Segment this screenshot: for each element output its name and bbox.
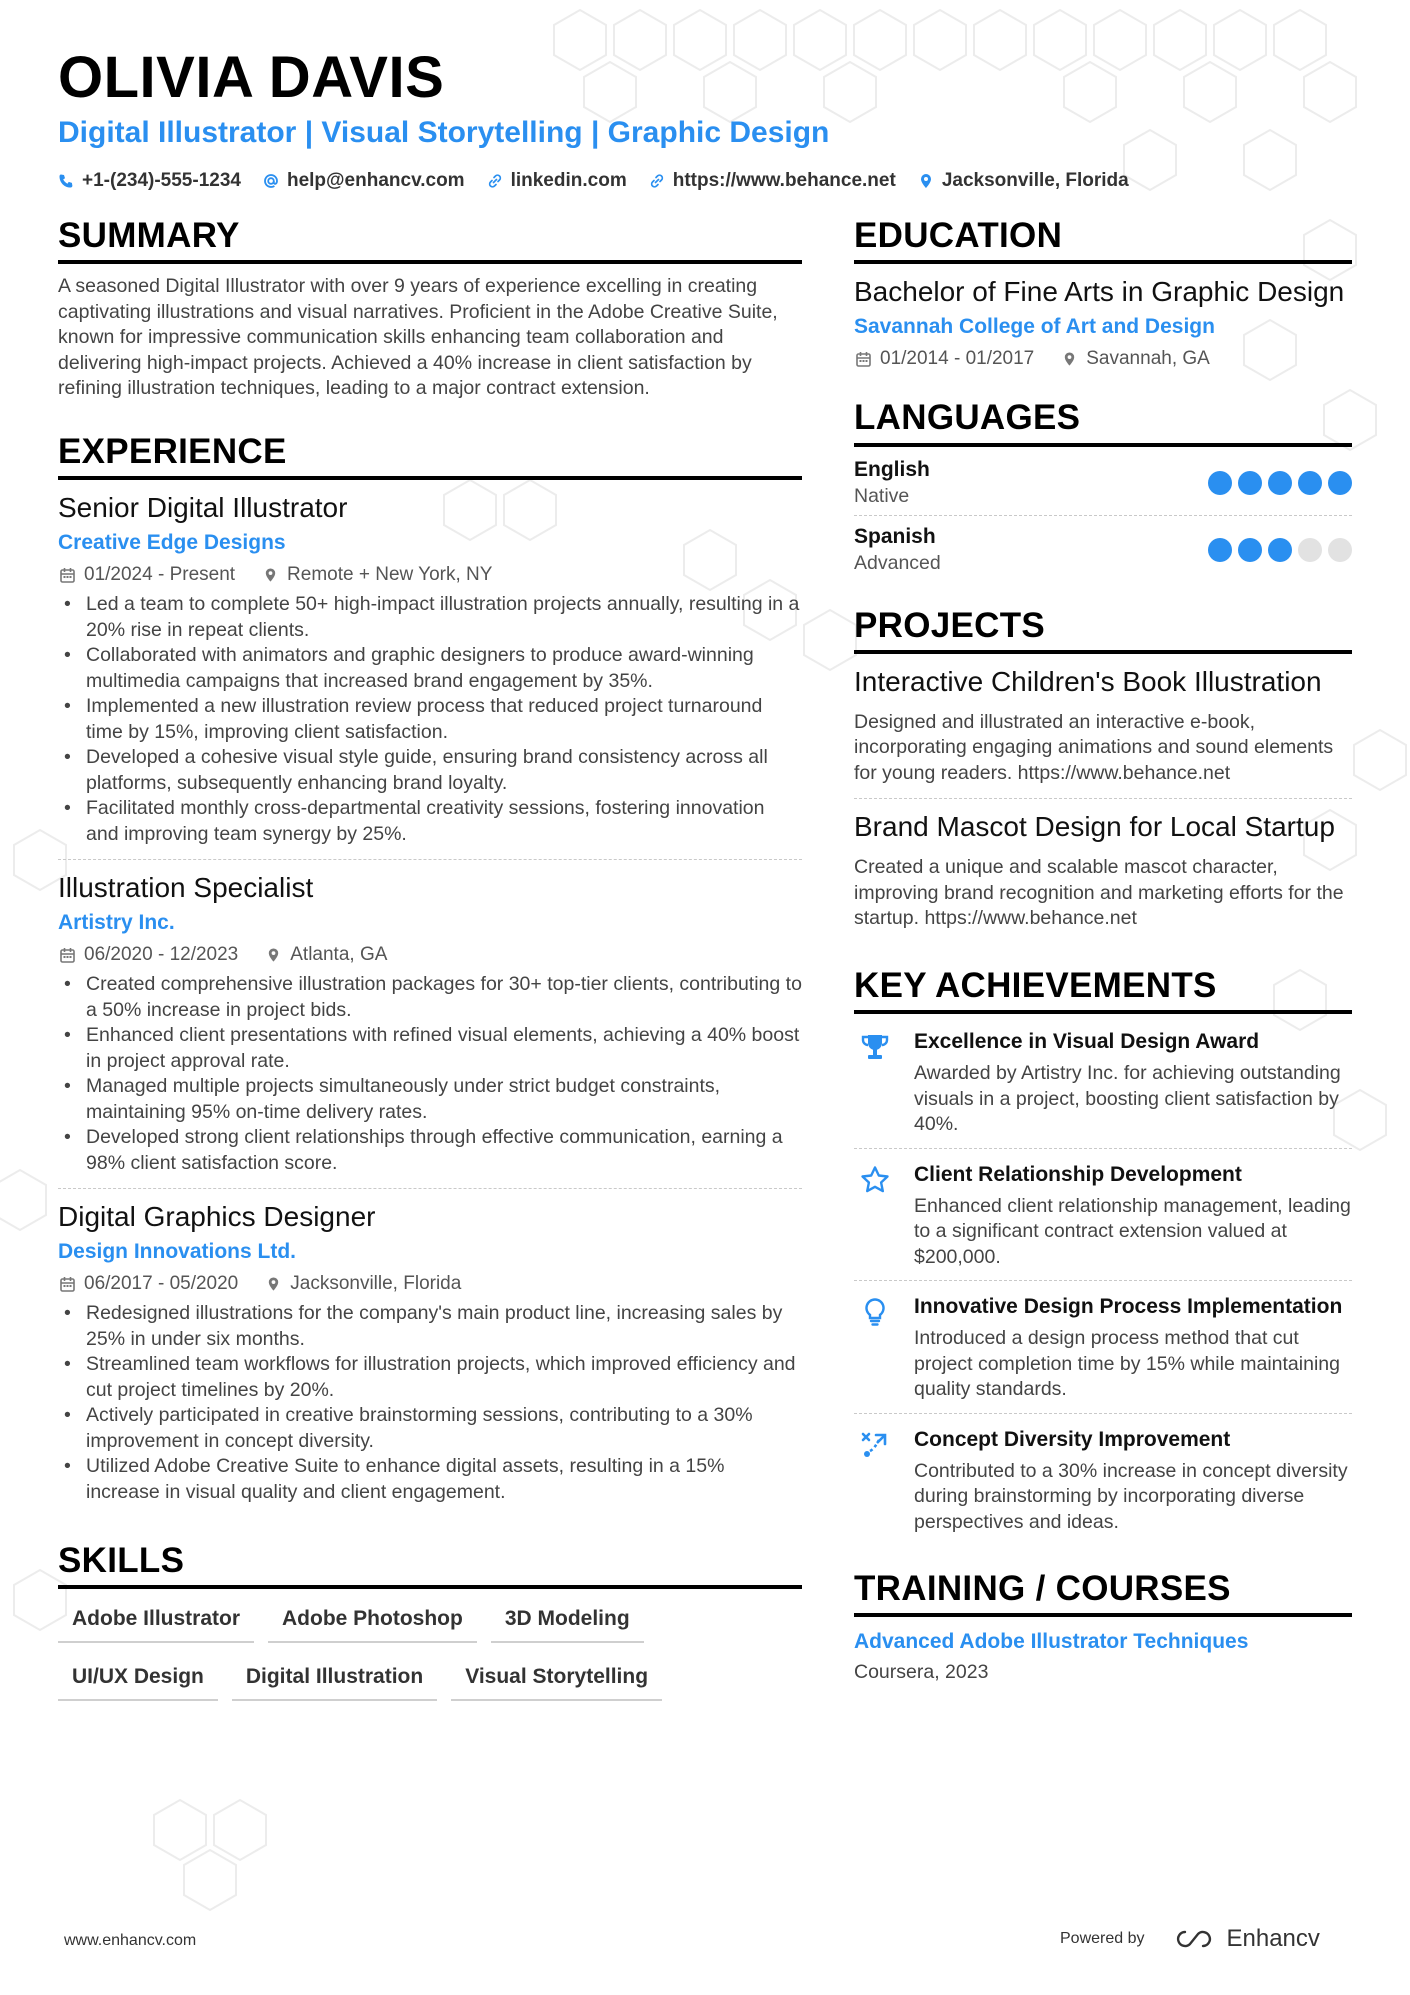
language-rating xyxy=(1208,471,1352,495)
job-meta xyxy=(60,562,802,588)
course-provider: Coursera, 2023 xyxy=(854,1661,989,1684)
job-meta xyxy=(60,1271,802,1297)
bullet-item: • Managed multiple projects simultaneously under strict budget constraints, maintaining 95% on-time delivery rates. xyxy=(58,1074,802,1125)
project-description: Designed and illustrated an interactive e-book, incorporating engaging animations and sound elements for young readers. https://www.behance.net xyxy=(854,710,1334,784)
project-entry xyxy=(854,809,1352,944)
powered-by-label: Powered by xyxy=(1060,1930,1145,1947)
education-location-text: Savannah, GA xyxy=(1086,348,1210,370)
skill-tag: Adobe Illustrator xyxy=(58,1599,254,1643)
job-dates-text: 01/2024 - Present xyxy=(84,564,236,585)
school-name: Savannah College of Art and Design xyxy=(854,315,1215,339)
training-section xyxy=(854,1569,1352,1687)
project-entry xyxy=(854,664,1352,800)
job-dates-text: 06/2020 - 12/2023 xyxy=(84,944,239,965)
experience-section xyxy=(58,432,802,1517)
bullet-item: • Enhanced client presentations with refined visual elements, achieving a 40% boost in project approval rate. xyxy=(58,1023,802,1074)
location-pin-icon xyxy=(918,173,934,189)
education-heading: EDUCATION xyxy=(854,216,1352,264)
rating-dot-filled xyxy=(1298,471,1322,495)
languages-section xyxy=(854,398,1352,581)
job-location-text: Atlanta, GA xyxy=(290,944,388,965)
job-entry xyxy=(58,490,802,860)
language-rating xyxy=(1208,538,1352,562)
job-bullets xyxy=(58,592,802,847)
location-pin-icon xyxy=(266,947,281,963)
job-entry xyxy=(58,870,802,1189)
rating-dot-filled xyxy=(1208,471,1232,495)
achievement-entry xyxy=(854,1289,1352,1414)
location-pin-icon xyxy=(1062,351,1077,367)
calendar-icon xyxy=(60,1276,75,1292)
bullet-item: • Collaborated with animators and graphic designers to produce award-winning multimedia campaigns that increased brand engagement by 35%. xyxy=(58,643,802,694)
course-name: Advanced Adobe Illustrator Techniques xyxy=(854,1630,1249,1654)
contact-phone-text: +1-(234)-555-1234 xyxy=(82,170,241,191)
skills-section xyxy=(58,1541,802,1701)
contact-email-text: help@enhancv.com xyxy=(286,170,465,191)
enhancv-logo-icon xyxy=(1171,1927,1217,1951)
education-dates-text: 01/2014 - 01/2017 xyxy=(880,348,1035,370)
company-name: Creative Edge Designs xyxy=(58,531,286,554)
degree-title: Bachelor of Fine Arts in Graphic Design xyxy=(854,276,1345,308)
languages-heading: LANGUAGES xyxy=(854,398,1352,446)
job-location-text: Remote + New York, NY xyxy=(287,564,493,585)
job-dates xyxy=(60,942,238,968)
calendar-icon xyxy=(856,351,871,367)
bullet-item: • Created comprehensive illustration packages for 30+ top-tier clients, contributing to a 50% increase in project bids. xyxy=(58,972,802,1023)
candidate-name: OLIVIA DAVIS xyxy=(58,45,445,110)
phone-icon xyxy=(58,173,74,189)
calendar-icon xyxy=(60,947,75,963)
language-level: Advanced xyxy=(854,551,941,574)
projects-heading: PROJECTS xyxy=(854,606,1352,654)
footer-branding xyxy=(1060,1925,1320,1953)
enhancv-logo[interactable] xyxy=(1171,1925,1320,1953)
left-column xyxy=(58,216,802,1701)
projects-section xyxy=(854,606,1352,944)
achievement-title: Client Relationship Development xyxy=(914,1162,1242,1186)
language-row xyxy=(854,457,1352,516)
contact-phone[interactable] xyxy=(58,170,241,192)
achievement-description: Awarded by Artistry Inc. for achieving outstanding visuals in a project, boosting client satisfaction by 40%. xyxy=(914,1062,1341,1135)
job-location xyxy=(263,562,492,588)
right-column xyxy=(854,216,1352,1687)
location-pin-icon xyxy=(263,567,278,583)
job-dates xyxy=(60,1271,238,1297)
job-bullets xyxy=(58,1301,802,1505)
rating-dot-filled xyxy=(1238,471,1262,495)
bullet-item: • Actively participated in creative brainstorming sessions, contributing to a 30% improvement in concept diversity. xyxy=(58,1403,802,1454)
link-icon xyxy=(649,173,665,189)
achievement-title: Concept Diversity Improvement xyxy=(914,1427,1231,1451)
job-entry xyxy=(58,1199,802,1517)
headline: Digital Illustrator | Visual Storytelling | Graphic Design xyxy=(58,116,830,149)
summary-text: A seasoned Digital Illustrator with over 9 years of experience excelling in creating captivating illustrations and visual narratives. Proficient in the Adobe Creative Suite, known for impressive communication skills enhancing team collaboration and delivering high-impact projects. Achieved a 40% increase in client satisfaction by refining illustration techniques, leading to a major contract extension. xyxy=(58,275,778,400)
summary-section xyxy=(58,216,802,402)
strategy-icon xyxy=(860,1430,890,1460)
project-title: Brand Mascot Design for Local Startup xyxy=(854,811,1335,843)
rating-dot-empty xyxy=(1328,538,1352,562)
job-dates-text: 06/2017 - 05/2020 xyxy=(84,1273,239,1294)
achievement-entry xyxy=(854,1422,1352,1546)
skill-tag: Adobe Photoshop xyxy=(268,1599,477,1643)
achievements-heading: KEY ACHIEVEMENTS xyxy=(854,966,1352,1014)
rating-dot-filled xyxy=(1238,538,1262,562)
bullet-item: • Redesigned illustrations for the company's main product line, increasing sales by 25% in under six months. xyxy=(58,1301,802,1352)
link-icon xyxy=(487,173,503,189)
skills-heading: SKILLS xyxy=(58,1541,802,1589)
star-icon xyxy=(860,1165,890,1195)
rating-dot-filled xyxy=(1328,471,1352,495)
contact-location-text: Jacksonville, Florida xyxy=(941,170,1129,191)
at-icon xyxy=(263,173,279,189)
job-title: Illustration Specialist xyxy=(58,872,314,903)
education-section xyxy=(854,216,1352,372)
language-row xyxy=(854,524,1352,582)
achievement-entry xyxy=(854,1157,1352,1282)
bullet-item: • Developed a cohesive visual style guide, ensuring brand consistency across all platforms, subsequently enhancing brand loyalty. xyxy=(58,745,802,796)
skill-tag: Digital Illustration xyxy=(232,1657,437,1701)
lightbulb-icon xyxy=(860,1297,890,1327)
job-location xyxy=(266,942,387,968)
contact-behance[interactable] xyxy=(649,170,896,192)
contact-linkedin[interactable] xyxy=(487,170,627,192)
achievement-entry xyxy=(854,1024,1352,1149)
contact-email[interactable] xyxy=(263,170,465,192)
job-location-text: Jacksonville, Florida xyxy=(290,1273,462,1294)
skill-tag: Visual Storytelling xyxy=(451,1657,662,1701)
bullet-item: • Facilitated monthly cross-departmental creativity sessions, fostering innovation and improving team synergy by 25%. xyxy=(58,796,802,847)
contact-linkedin-text: linkedin.com xyxy=(510,170,627,191)
skill-tag: 3D Modeling xyxy=(491,1599,644,1643)
job-title: Senior Digital Illustrator xyxy=(58,492,348,523)
rating-dot-empty xyxy=(1298,538,1322,562)
bullet-item: • Implemented a new illustration review process that reduced project turnaround time by 15%, improving client satisfaction. xyxy=(58,694,802,745)
job-bullets xyxy=(58,972,802,1176)
calendar-icon xyxy=(60,567,75,583)
achievement-description: Enhanced client relationship management, leading to a significant contract extension valued at $200,000. xyxy=(914,1194,1351,1268)
project-description: Created a unique and scalable mascot character, improving brand recognition and marketing efforts for the startup. https://www.behance.net xyxy=(854,856,1344,930)
bullet-item: • Developed strong client relationships through effective communication, earning a 98% client satisfaction score. xyxy=(58,1125,802,1176)
location-pin-icon xyxy=(266,1276,281,1292)
bullet-item: • Utilized Adobe Creative Suite to enhance digital assets, resulting in a 15% increase in visual quality and client engagement. xyxy=(58,1454,802,1505)
contact-location xyxy=(918,170,1129,192)
job-meta xyxy=(60,942,802,968)
job-dates xyxy=(60,562,235,588)
project-title: Interactive Children's Book Illustration xyxy=(854,665,1322,697)
company-name: Artistry Inc. xyxy=(58,911,175,934)
job-location xyxy=(266,1271,461,1297)
language-name: English xyxy=(854,457,930,481)
skill-tag: UI/UX Design xyxy=(58,1657,218,1701)
footer-website[interactable]: www.enhancv.com xyxy=(64,1932,197,1949)
trophy-icon xyxy=(860,1032,890,1062)
bullet-item: • Led a team to complete 50+ high-impact illustration projects annually, resulting in a 20% rise in repeat clients. xyxy=(58,592,802,643)
contact-behance-text: https://www.behance.net xyxy=(672,170,896,191)
enhancv-logo-text: Enhancv xyxy=(1226,1925,1320,1952)
summary-heading: SUMMARY xyxy=(58,216,802,264)
achievements-section xyxy=(854,966,1352,1545)
skills-list xyxy=(58,1599,802,1701)
experience-heading: EXPERIENCE xyxy=(58,432,802,480)
language-level: Native xyxy=(854,484,910,507)
training-heading: TRAINING / COURSES xyxy=(854,1569,1352,1617)
achievement-title: Innovative Design Process Implementation xyxy=(914,1295,1343,1318)
achievement-description: Introduced a design process method that cut project completion time by 15% while maintaining quality standards. xyxy=(914,1327,1340,1400)
company-name: Design Innovations Ltd. xyxy=(58,1240,297,1263)
rating-dot-filled xyxy=(1208,538,1232,562)
education-dates xyxy=(856,346,1034,372)
job-title: Digital Graphics Designer xyxy=(58,1201,376,1232)
bullet-item: • Streamlined team workflows for illustration projects, which improved efficiency and cut project timelines by 20%. xyxy=(58,1352,802,1403)
contact-bar xyxy=(58,170,1129,192)
education-location xyxy=(1062,346,1210,372)
rating-dot-filled xyxy=(1268,538,1292,562)
language-name: Spanish xyxy=(854,524,936,548)
rating-dot-filled xyxy=(1268,471,1292,495)
achievement-description: Contributed to a 30% increase in concept diversity during brainstorming by incorporating diverse perspectives and ideas. xyxy=(914,1459,1348,1533)
education-meta xyxy=(856,346,1352,372)
achievement-title: Excellence in Visual Design Award xyxy=(914,1030,1260,1053)
